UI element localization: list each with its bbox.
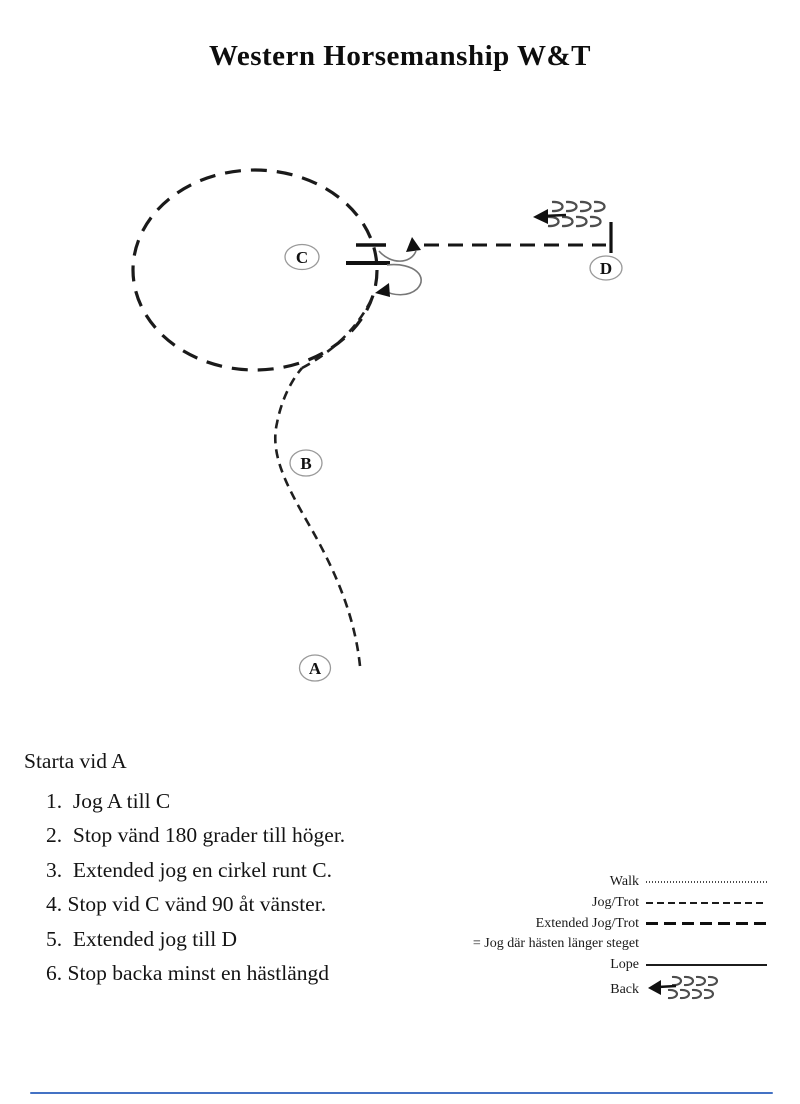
instruction-step: 3. Extended jog en cirkel runt C. bbox=[46, 857, 332, 882]
legend-row-note bbox=[450, 934, 774, 954]
marker-b bbox=[290, 450, 322, 476]
turn-arrow-180-icon bbox=[375, 265, 421, 297]
legend-note-text: = Jog där hästen länger steget bbox=[472, 936, 639, 951]
legend-row-walk bbox=[450, 871, 774, 892]
instruction-step: 2. Stop vänd 180 grader till höger. bbox=[46, 823, 346, 847]
legend-label: Jog/Trot bbox=[592, 894, 639, 910]
instructions-block bbox=[24, 744, 345, 991]
marker-c-label: C bbox=[295, 248, 309, 267]
marker-d bbox=[590, 256, 622, 280]
jog-line-sample bbox=[646, 902, 767, 904]
instructions-steps bbox=[46, 784, 345, 991]
walk-line-sample bbox=[646, 881, 767, 883]
extended-jog-line-sample bbox=[646, 922, 767, 926]
page-title: Western Horsemanship W&T bbox=[208, 40, 592, 72]
marker-a-label: A bbox=[308, 659, 322, 678]
instruction-step: 1. Jog A till C bbox=[46, 788, 171, 813]
instruction-step: 4. Stop vid C vänd 90 åt vänster. bbox=[46, 892, 327, 916]
back-symbol-icon bbox=[646, 973, 724, 1003]
turn-arrow-90-icon bbox=[379, 237, 421, 261]
gait-legend bbox=[450, 871, 774, 1005]
legend-row-jog-trot bbox=[450, 892, 774, 913]
legend-row-back bbox=[450, 975, 774, 1005]
legend-label: Lope bbox=[610, 956, 639, 972]
legend-label: Extended Jog/Trot bbox=[535, 915, 639, 931]
jog-path-a-to-c bbox=[275, 368, 360, 666]
footer-divider-line bbox=[30, 1092, 773, 1094]
legend-label: Walk bbox=[609, 873, 639, 889]
legend-row-extended-jog bbox=[450, 913, 774, 934]
marker-a bbox=[300, 655, 331, 681]
back-track-icon bbox=[533, 202, 605, 226]
marker-b-label: B bbox=[300, 454, 312, 473]
marker-c bbox=[285, 245, 319, 270]
lope-line-sample bbox=[646, 964, 767, 966]
instructions-intro: Starta vid A bbox=[24, 749, 127, 773]
instruction-step: 5. Extended jog till D bbox=[46, 926, 238, 951]
instruction-step: 6. Stop backa minst en hästlängd bbox=[46, 961, 330, 985]
legend-label: Back bbox=[610, 982, 639, 997]
back-symbol-sample bbox=[646, 973, 767, 1008]
marker-d-label: D bbox=[599, 259, 613, 278]
